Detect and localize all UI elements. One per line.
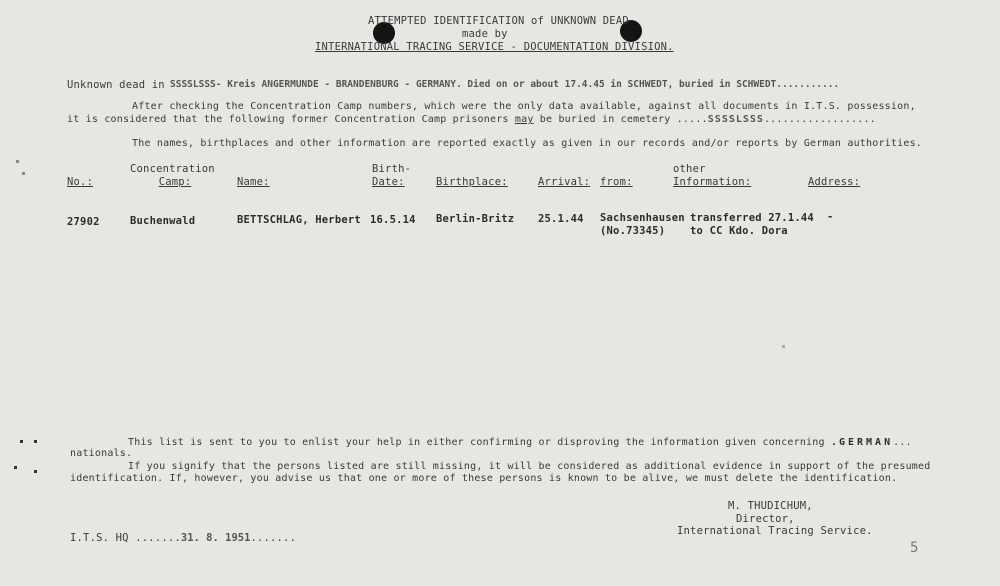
col-header-from: from:: [600, 176, 633, 188]
intro-line-2: it is considered that the following former Concentration Camp prisoners may be buried in cemetery .....SSSSLSSS..................: [67, 114, 876, 125]
cell-arrival: 25.1.44: [538, 213, 584, 225]
col-header-address: Address:: [808, 176, 861, 188]
intro-note: The names, birthplaces and other information are reported exactly as given in our records and/or reports by German authorities.: [132, 138, 923, 149]
col-header-name: Name:: [237, 176, 270, 188]
col-header-birthplace: Birthplace:: [436, 176, 508, 188]
footer-line-1-text: This list is sent to you to enlist your help in either confirming or disproving the information given concerning: [128, 437, 825, 448]
page-mark: 5: [910, 540, 919, 556]
title-line-3: INTERNATIONAL TRACING SERVICE - DOCUMENTATION DIVISION.: [315, 41, 674, 53]
intro-line-1: After checking the Concentration Camp numbers, which were the only data available, against all documents in I.T.S. possession,: [132, 101, 916, 112]
margin-tick: [34, 470, 37, 473]
signature-org: International Tracing Service.: [677, 525, 873, 537]
col-header-arrival: Arrival:: [538, 176, 591, 188]
cell-info-line-2: to CC Kdo. Dora: [690, 225, 788, 237]
col-header-other-bottom: Information:: [673, 176, 752, 188]
col-header-no: No.:: [67, 176, 94, 188]
margin-tick: [20, 440, 23, 443]
signature-name: M. THUDICHUM,: [728, 500, 813, 512]
cell-camp: Buchenwald: [130, 215, 196, 227]
col-header-camp-bottom: Camp:: [158, 176, 192, 188]
footer-line-2: nationals.: [70, 448, 133, 459]
margin-tick: [16, 160, 19, 163]
footer-line-4: identification. If, however, you advise us that one or more of these persons is known to be alive, we must delete the identification.: [70, 473, 898, 484]
margin-tick: [34, 440, 37, 443]
intro-line-2-prefix: it is considered that the following former Concentration Camp prisoners: [67, 114, 509, 125]
cell-from-line-2: (No.73345): [600, 225, 666, 237]
cell-info-line-1: transferred 27.1.44: [690, 212, 814, 224]
title-line-1: ATTEMPTED IDENTIFICATION of UNKNOWN DEAD: [368, 15, 629, 27]
cell-from-line-1: Sachsenhausen: [600, 212, 685, 224]
hq-line: I.T.S. HQ .......31. 8. 1951.......: [70, 532, 297, 544]
footer-line-1: This list is sent to you to enlist your help in either confirming or disproving the information given concerning .GERMAN...: [128, 437, 912, 448]
margin-tick: [22, 172, 25, 175]
col-header-camp-top: Concentration: [130, 163, 215, 175]
nationality: GERMAN: [838, 437, 894, 448]
cell-no: 27902: [67, 216, 100, 228]
unknown-dead-label: Unknown dead in: [67, 79, 165, 91]
title-line-2: made by: [462, 28, 508, 40]
hq-date: 31. 8. 1951: [180, 532, 251, 544]
hq-label: I.T.S. HQ: [70, 532, 129, 544]
intro-line-2-suffix: be buried in cemetery: [539, 114, 671, 125]
cemetery-name: SSSSLSSS: [707, 114, 764, 125]
signature-title: Director,: [736, 513, 795, 525]
intro-may: may: [514, 114, 534, 125]
cell-birthplace: Berlin-Britz: [436, 213, 515, 225]
col-header-birthdate-bottom: Date:: [372, 176, 405, 188]
cell-birthdate: 16.5.14: [370, 214, 416, 226]
cell-name: BETTSCHLAG, Herbert: [237, 214, 361, 226]
cell-address: -: [827, 211, 834, 223]
footer-line-3: If you signify that the persons listed are still missing, it will be considered as additional evidence in support of the presumed: [128, 461, 931, 472]
col-header-birthdate-top: Birth-: [372, 163, 412, 175]
margin-tick: [14, 466, 17, 469]
col-header-other-top: other: [673, 163, 706, 175]
dust-speck: [782, 345, 785, 348]
unknown-dead-value: SSSSLSSS- Kreis ANGERMÜNDE - BRANDENBURG - GERMANY. Died on or about 17.4.45 in SCHWEDT, buried in SCHWEDT...........: [170, 79, 840, 90]
